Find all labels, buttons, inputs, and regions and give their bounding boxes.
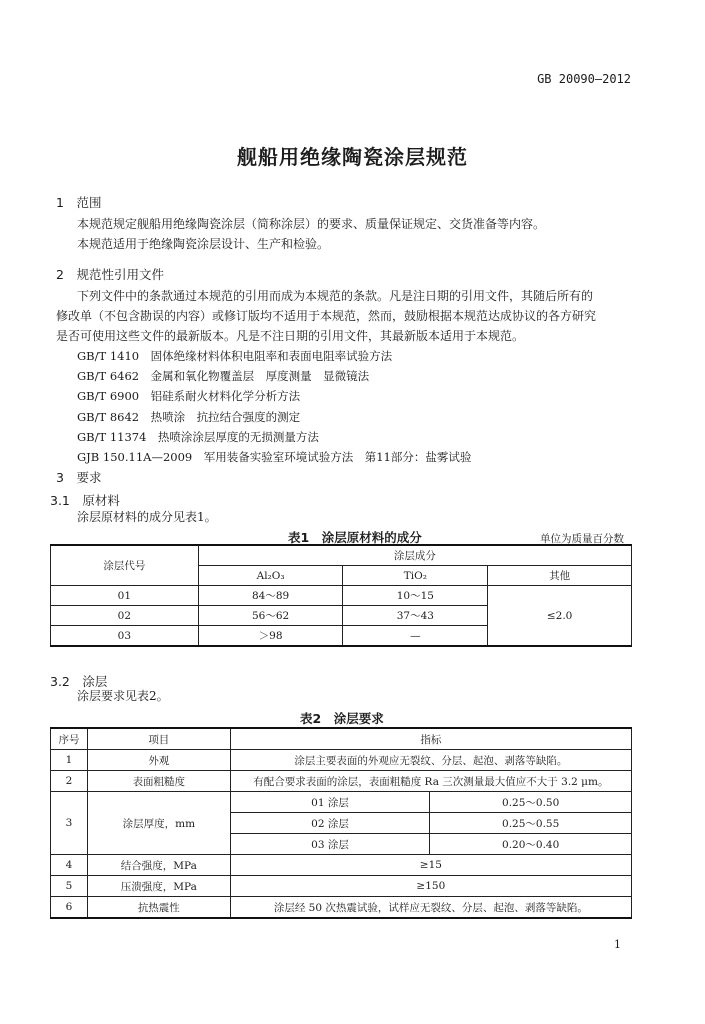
table-cell: 03	[51, 626, 199, 647]
table-cell: ≥150	[230, 876, 631, 897]
table-cell: 01	[51, 586, 199, 606]
table-row	[51, 897, 632, 919]
table-cell: 0.25～0.55	[430, 813, 632, 834]
table-2	[50, 727, 632, 919]
reference-item: GB/T 8642 热喷涂 抗拉结合强度的测定	[77, 409, 301, 424]
reference-item: GB/T 6900 铝硅系耐火材料化学分析方法	[77, 389, 301, 404]
table-1-header-al2o3: Al₂O₃	[198, 566, 343, 586]
reference-item: GB/T 1410 固体绝缘材料体积电阻率和表面电阻率试验方法	[77, 349, 393, 363]
section-3-heading: 3 要求	[56, 470, 102, 485]
table-cell: 5	[51, 876, 88, 897]
section-1-paragraph-1: 本规范规定舰船用绝缘陶瓷涂层（简称涂层）的要求、质量保证规定、交货准备等内容。	[77, 217, 546, 231]
document-title: 舰船用绝缘陶瓷涂层规范	[237, 145, 468, 169]
reference-item: GB/T 11374 热喷涂涂层厚度的无损测量方法	[77, 429, 319, 444]
table-cell: 结合强度，MPa	[87, 855, 230, 876]
table-cell: 84～89	[198, 586, 343, 606]
table-1-other-value: ≤2.0	[488, 586, 632, 647]
table-cell: —	[343, 626, 488, 647]
table-cell: 37～43	[343, 606, 488, 626]
table-2-header-item: 项目	[87, 728, 230, 750]
table-cell: 涂层主要表面的外观应无裂纹、分层、起泡、剥落等缺陷。	[230, 750, 631, 771]
table-2-caption: 表2 涂层要求	[300, 711, 384, 726]
table-2-header-no: 序号	[51, 728, 88, 750]
table-row	[51, 855, 632, 876]
section-3-2-heading: 3.2 涂层	[50, 674, 108, 689]
table-1-header-other: 其他	[488, 566, 632, 586]
table-1-caption: 表1 涂层原材料的成分	[288, 530, 422, 545]
table-cell: 外观	[87, 750, 230, 771]
reference-list	[77, 346, 471, 467]
table-cell: 抗热震性	[87, 897, 230, 919]
table-1-header-group: 涂层成分	[198, 545, 631, 566]
table-cell: 56～62	[198, 606, 343, 626]
section-1-paragraph-2: 本规范适用于绝缘陶瓷涂层设计、生产和检验。	[77, 237, 330, 251]
table-cell: 涂层经 50 次热震试验，试样应无裂纹、分层、起泡、剥落等缺陷。	[230, 897, 631, 919]
table-cell: 02 涂层	[230, 813, 430, 834]
table-2-header-index: 指标	[230, 728, 631, 750]
reference-item: GB/T 6462 金属和氧化物覆盖层 厚度测量 显微镜法	[77, 369, 370, 384]
table-cell: 01 涂层	[230, 792, 430, 813]
table-cell: ≥15	[230, 855, 631, 876]
section-3-1-heading: 3.1 原材料	[50, 493, 120, 508]
table-row	[51, 750, 632, 771]
reference-item: GJB 150.11A—2009 军用装备实验室环境试验方法 第11部分：盐雾试验	[77, 450, 472, 465]
table-cell: 3	[51, 792, 88, 855]
table-row	[51, 771, 632, 792]
table-row	[51, 586, 632, 606]
table-cell: 02	[51, 606, 199, 626]
table-1-header-tio2: TiO₂	[343, 566, 488, 586]
table-cell: 6	[51, 897, 88, 919]
table-cell: 0.25～0.50	[430, 792, 632, 813]
table-cell: 10～15	[343, 586, 488, 606]
table-cell: 涂层厚度，mm	[87, 792, 230, 855]
table-cell: 03 涂层	[230, 834, 430, 855]
table-cell: 有配合要求表面的涂层，表面粗糙度 Ra 三次测量最大值应不大于 3.2 μm。	[230, 771, 631, 792]
section-2-heading: 2 规范性引用文件	[56, 267, 164, 282]
page-number: 1	[614, 938, 621, 951]
table-cell: 压溃强度，MPa	[87, 876, 230, 897]
table-cell: 2	[51, 771, 88, 792]
section-2-line-3: 是否可使用这些文件的最新版本。凡是不注日期的引用文件，其最新版本适用于本规范。	[56, 329, 525, 343]
table-cell: 4	[51, 855, 88, 876]
section-3-2-text: 涂层要求见表2。	[77, 689, 169, 703]
section-2-line-1: 下列文件中的条款通过本规范的引用而成为本规范的条款。凡是注日期的引用文件，其随后所有的	[77, 289, 594, 303]
table-1	[50, 544, 632, 647]
section-1-heading: 1 范围	[56, 195, 102, 210]
table-row	[51, 876, 632, 897]
table-cell: 1	[51, 750, 88, 771]
table-row	[51, 792, 632, 813]
section-2-line-2: 修改单（不包含勘误的内容）或修订版均不适用于本规范，然而，鼓励根据本规范达成协议的各方研究	[56, 309, 597, 323]
table-cell: ＞98	[198, 626, 343, 647]
table-1-unit: 单位为质量百分数	[540, 533, 624, 545]
section-3-1-text: 涂层原材料的成分见表1。	[77, 510, 217, 524]
table-1-header-code: 涂层代号	[51, 545, 199, 586]
standard-number: GB 20090—2012	[537, 72, 631, 86]
table-cell: 0.20～0.40	[430, 834, 632, 855]
table-cell: 表面粗糙度	[87, 771, 230, 792]
